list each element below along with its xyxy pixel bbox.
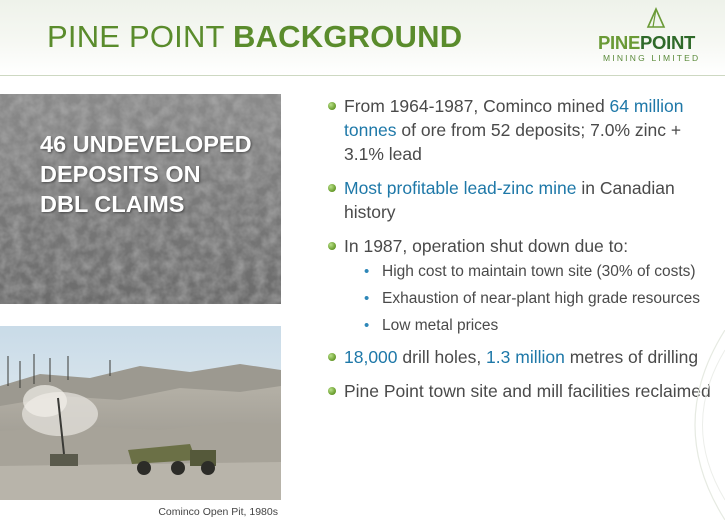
bullet-dot-icon: [328, 102, 336, 110]
bullet-dot-icon: [328, 242, 336, 250]
sub-item: [364, 262, 718, 281]
bullet-text: drill holes,: [397, 347, 487, 367]
sub-item-text: Exhaustion of near-plant high grade resources: [382, 290, 700, 307]
deposits-heading: [40, 129, 252, 219]
bullet-production: [328, 94, 718, 166]
deposits-line-2: DEPOSITS ON: [40, 161, 201, 187]
sub-bullet-icon: •: [364, 290, 370, 307]
logo-word-pine: PINE: [598, 32, 640, 53]
bullet-shutdown: [328, 234, 718, 335]
bullet-text: Pine Point town site and mill facilities reclaimed: [344, 381, 711, 401]
bullet-highlight: Most profitable lead-zinc mine: [344, 178, 577, 198]
sub-item: [364, 289, 718, 308]
company-logo: [596, 6, 718, 66]
bullet-highlight: 18,000: [344, 347, 398, 367]
slide-header: [0, 0, 725, 76]
deposits-line-1: 46 UNDEVELOPED: [40, 131, 252, 157]
logo-word-point: POINT: [639, 32, 696, 53]
bullet-dot-icon: [328, 387, 336, 395]
photo-caption: Cominco Open Pit, 1980s: [158, 506, 278, 518]
bullet-text: In 1987, operation shut down due to:: [344, 236, 629, 256]
bullet-text: in Canadian history: [344, 178, 675, 222]
sub-item-text: High cost to maintain town site (30% of costs): [382, 263, 696, 280]
bullet-highlight: 1.3 million: [486, 347, 565, 367]
shutdown-reasons: [364, 262, 718, 335]
logo-wordmark: [598, 32, 695, 54]
page-title: [47, 19, 462, 55]
open-pit-photo: [0, 326, 281, 500]
decorative-curves: [655, 330, 725, 520]
sub-bullet-icon: •: [364, 317, 370, 334]
bullet-dot-icon: [328, 184, 336, 192]
bullet-text: of ore from 52 deposits; 7.0% zinc + 3.1% lead: [344, 120, 682, 164]
bullet-text: From 1964-1987, Cominco mined: [344, 96, 610, 116]
granite-panel: [0, 94, 281, 304]
deposits-line-3: DBL CLAIMS: [40, 191, 185, 217]
sub-bullet-icon: •: [364, 263, 370, 280]
bullet-dot-icon: [328, 353, 336, 361]
mountain-logo-icon: [646, 6, 666, 28]
bullet-text: metres of drilling: [564, 347, 699, 367]
logo-subtitle: MINING LIMITED: [603, 53, 701, 63]
title-plain: PINE POINT: [47, 19, 233, 54]
bullet-profitable: [328, 176, 718, 224]
bullet-highlight: 64 million tonnes: [344, 96, 684, 140]
title-bold: BACKGROUND: [232, 19, 463, 54]
sub-item-text: Low metal prices: [382, 317, 499, 334]
